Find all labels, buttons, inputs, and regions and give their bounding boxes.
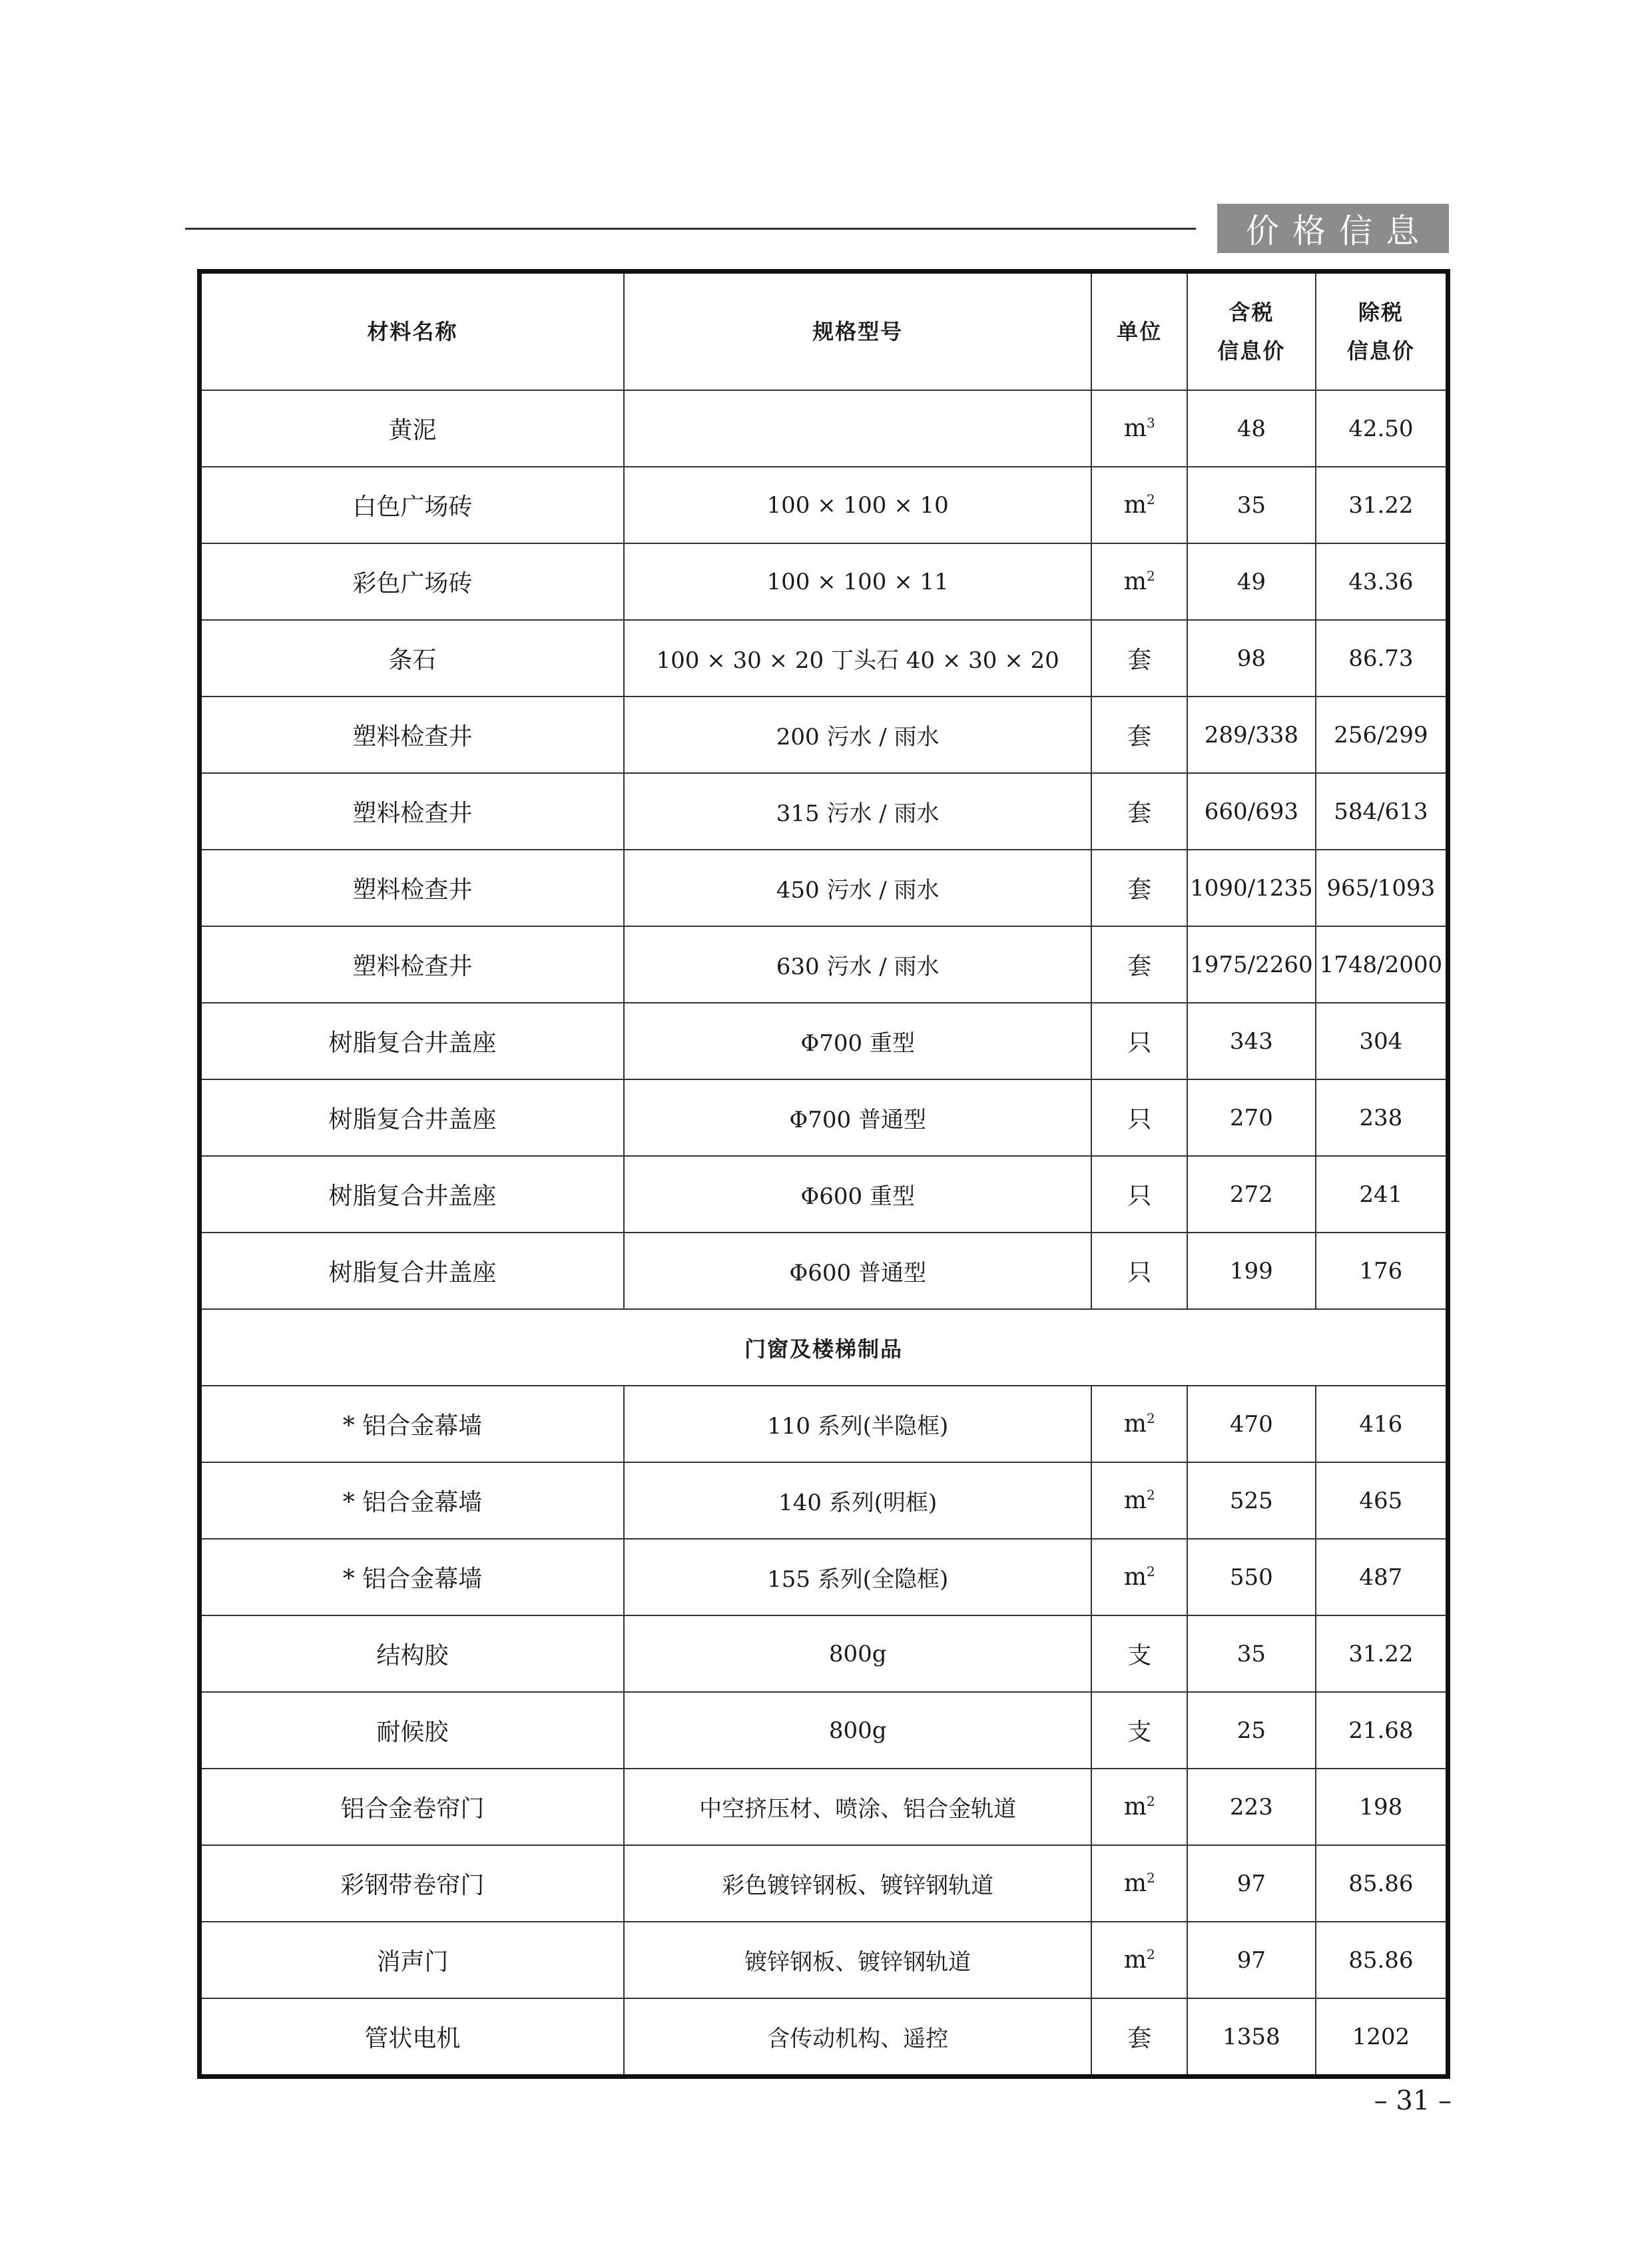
cell-price-incl-tax: 660/693: [1187, 773, 1316, 850]
table-row: [200, 467, 1448, 543]
unit-text: 支: [1127, 1642, 1152, 1669]
unit-text: 套: [1127, 953, 1152, 980]
unit-text: m: [1123, 1563, 1147, 1591]
cell-unit: [1091, 1615, 1187, 1692]
cell-price-excl-tax: 85.86: [1316, 1922, 1448, 1998]
cell-material-name: 白色广场砖: [200, 467, 624, 543]
cell-unit: [1091, 1692, 1187, 1769]
cell-material-name: 条石: [200, 620, 624, 697]
unit-text: m: [1123, 1793, 1147, 1821]
cell-price-incl-tax: 1975/2260: [1187, 926, 1316, 1003]
col-price-excl-tax-line1: 除税: [1358, 300, 1404, 325]
col-material-name: 材料名称: [200, 272, 624, 391]
cell-spec: 100 × 30 × 20 丁头石 40 × 30 × 20: [624, 620, 1092, 697]
cell-unit: [1091, 1998, 1187, 2077]
table-row: [200, 620, 1448, 697]
cell-material-name: * 铝合金幕墙: [200, 1386, 624, 1462]
cell-price-incl-tax: 97: [1187, 1845, 1316, 1922]
unit-text: 只: [1127, 1029, 1152, 1057]
price-table: [197, 269, 1450, 2079]
cell-unit: [1091, 1003, 1187, 1079]
col-unit: 单位: [1091, 272, 1187, 391]
cell-spec: Φ700 重型: [624, 1003, 1092, 1079]
cell-unit: [1091, 1233, 1187, 1309]
cell-spec: 110 系列(半隐框): [624, 1386, 1092, 1462]
col-price-incl-tax-line2: 信息价: [1217, 338, 1286, 364]
cell-material-name: 黄泥: [200, 390, 624, 467]
cell-spec: 镀锌钢板、镀锌钢轨道: [624, 1922, 1092, 1998]
cell-material-name: 耐候胶: [200, 1692, 624, 1769]
unit-text: m: [1123, 1946, 1147, 1974]
cell-unit: [1091, 1922, 1187, 1998]
cell-unit: [1091, 850, 1187, 926]
table-row: [200, 1845, 1448, 1922]
cell-spec: 800g: [624, 1692, 1092, 1769]
cell-unit: [1091, 697, 1187, 773]
cell-material-name: 彩色广场砖: [200, 543, 624, 620]
cell-price-incl-tax: 272: [1187, 1156, 1316, 1233]
cell-material-name: 塑料检查井: [200, 850, 624, 926]
cell-price-excl-tax: 1202: [1316, 1998, 1448, 2077]
cell-spec: 315 污水 / 雨水: [624, 773, 1092, 850]
col-price-incl-tax: [1187, 272, 1316, 391]
unit-exponent: 2: [1146, 1946, 1155, 1962]
cell-spec: 中空挤压材、喷涂、铝合金轨道: [624, 1769, 1092, 1845]
unit-text: m: [1123, 568, 1147, 595]
cell-material-name: 树脂复合井盖座: [200, 1156, 624, 1233]
cell-unit: [1091, 1386, 1187, 1462]
cell-unit: [1091, 543, 1187, 620]
cell-price-excl-tax: 43.36: [1316, 543, 1448, 620]
unit-exponent: 3: [1146, 415, 1155, 431]
table-row: [200, 1922, 1448, 1998]
section-title-cell: 门窗及楼梯制品: [200, 1309, 1448, 1386]
table-row: [200, 1998, 1448, 2077]
unit-text: 只: [1127, 1183, 1152, 1210]
cell-material-name: 结构胶: [200, 1615, 624, 1692]
unit-exponent: 2: [1146, 1410, 1155, 1426]
unit-text: m: [1123, 491, 1147, 519]
cell-price-excl-tax: 465: [1316, 1462, 1448, 1539]
table-row: [200, 1692, 1448, 1769]
cell-unit: [1091, 390, 1187, 467]
unit-text: 只: [1127, 1259, 1152, 1286]
unit-text: m: [1123, 1410, 1147, 1438]
table-row: [200, 1079, 1448, 1156]
cell-price-excl-tax: 256/299: [1316, 697, 1448, 773]
section-title-badge: [1217, 204, 1449, 253]
cell-unit: [1091, 773, 1187, 850]
cell-material-name: 塑料检查井: [200, 926, 624, 1003]
cell-material-name: 塑料检查井: [200, 773, 624, 850]
cell-spec: Φ600 普通型: [624, 1233, 1092, 1309]
cell-material-name: 彩钢带卷帘门: [200, 1845, 624, 1922]
cell-material-name: 塑料检查井: [200, 697, 624, 773]
cell-price-incl-tax: 343: [1187, 1003, 1316, 1079]
col-spec: 规格型号: [624, 272, 1092, 391]
cell-price-excl-tax: 1748/2000: [1316, 926, 1448, 1003]
unit-text: 套: [1127, 647, 1152, 674]
table-row: [200, 1769, 1448, 1845]
cell-spec: 200 污水 / 雨水: [624, 697, 1092, 773]
cell-price-incl-tax: 525: [1187, 1462, 1316, 1539]
unit-text: m: [1123, 415, 1147, 442]
cell-unit: [1091, 1769, 1187, 1845]
cell-spec: 100 × 100 × 11: [624, 543, 1092, 620]
cell-price-excl-tax: 304: [1316, 1003, 1448, 1079]
cell-price-incl-tax: 470: [1187, 1386, 1316, 1462]
table-row: [200, 773, 1448, 850]
cell-price-incl-tax: 550: [1187, 1539, 1316, 1615]
table-row: [200, 390, 1448, 467]
cell-spec: 含传动机构、遥控: [624, 1998, 1092, 2077]
unit-exponent: 2: [1146, 568, 1155, 584]
cell-spec: 100 × 100 × 10: [624, 467, 1092, 543]
table-row: [200, 543, 1448, 620]
cell-price-incl-tax: 35: [1187, 467, 1316, 543]
col-price-excl-tax-line2: 信息价: [1346, 338, 1415, 364]
cell-price-incl-tax: 25: [1187, 1692, 1316, 1769]
cell-price-excl-tax: 487: [1316, 1539, 1448, 1615]
cell-unit: [1091, 1845, 1187, 1922]
unit-exponent: 2: [1146, 1793, 1155, 1809]
unit-text: 套: [1127, 876, 1152, 904]
cell-material-name: * 铝合金幕墙: [200, 1539, 624, 1615]
cell-unit: [1091, 1079, 1187, 1156]
cell-price-incl-tax: 97: [1187, 1922, 1316, 1998]
table-row: [200, 1539, 1448, 1615]
cell-price-excl-tax: 86.73: [1316, 620, 1448, 697]
table-row: [200, 1156, 1448, 1233]
cell-spec: Φ700 普通型: [624, 1079, 1092, 1156]
cell-spec: Φ600 重型: [624, 1156, 1092, 1233]
cell-spec: 彩色镀锌钢板、镀锌钢轨道: [624, 1845, 1092, 1922]
header-row: [200, 272, 1448, 391]
cell-unit: [1091, 1156, 1187, 1233]
cell-spec: 450 污水 / 雨水: [624, 850, 1092, 926]
cell-spec: 630 污水 / 雨水: [624, 926, 1092, 1003]
unit-text: 套: [1127, 800, 1152, 827]
unit-text: 只: [1127, 1106, 1152, 1133]
cell-price-incl-tax: 49: [1187, 543, 1316, 620]
cell-price-incl-tax: 270: [1187, 1079, 1316, 1156]
cell-spec: [624, 390, 1092, 467]
cell-price-excl-tax: 198: [1316, 1769, 1448, 1845]
unit-exponent: 2: [1146, 1563, 1155, 1579]
cell-price-incl-tax: 48: [1187, 390, 1316, 467]
cell-material-name: 消声门: [200, 1922, 624, 1998]
table-row: [200, 1462, 1448, 1539]
table-header: [200, 272, 1448, 391]
unit-text: m: [1123, 1487, 1147, 1514]
unit-text: m: [1123, 1870, 1147, 1897]
cell-price-excl-tax: 42.50: [1316, 390, 1448, 467]
table-row: [200, 1386, 1448, 1462]
unit-exponent: 2: [1146, 1487, 1155, 1503]
cell-price-excl-tax: 965/1093: [1316, 850, 1448, 926]
table-row: [200, 697, 1448, 773]
unit-text: 支: [1127, 1719, 1152, 1746]
table-body: [200, 390, 1448, 2077]
unit-text: 套: [1127, 723, 1152, 750]
cell-price-excl-tax: 85.86: [1316, 1845, 1448, 1922]
unit-exponent: 2: [1146, 1870, 1155, 1886]
cell-material-name: 铝合金卷帘门: [200, 1769, 624, 1845]
cell-spec: 800g: [624, 1615, 1092, 1692]
cell-material-name: 管状电机: [200, 1998, 624, 2077]
unit-text: 套: [1127, 2025, 1152, 2052]
cell-unit: [1091, 1539, 1187, 1615]
cell-spec: 155 系列(全隐框): [624, 1539, 1092, 1615]
col-price-excl-tax: [1316, 272, 1448, 391]
cell-price-excl-tax: 238: [1316, 1079, 1448, 1156]
cell-material-name: 树脂复合井盖座: [200, 1003, 624, 1079]
table-row: [200, 1615, 1448, 1692]
page-number: – 31 –: [1374, 2086, 1452, 2116]
cell-unit: [1091, 620, 1187, 697]
table-row: [200, 1233, 1448, 1309]
section-row: [200, 1309, 1448, 1386]
cell-price-incl-tax: 1358: [1187, 1998, 1316, 2077]
table-row: [200, 850, 1448, 926]
cell-material-name: * 铝合金幕墙: [200, 1462, 624, 1539]
cell-material-name: 树脂复合井盖座: [200, 1079, 624, 1156]
cell-price-incl-tax: 223: [1187, 1769, 1316, 1845]
cell-price-excl-tax: 584/613: [1316, 773, 1448, 850]
section-title: 价格信息: [1246, 212, 1432, 250]
header-rule: [185, 228, 1196, 230]
cell-price-excl-tax: 31.22: [1316, 1615, 1448, 1692]
unit-exponent: 2: [1146, 491, 1155, 507]
cell-price-excl-tax: 416: [1316, 1386, 1448, 1462]
cell-material-name: 树脂复合井盖座: [200, 1233, 624, 1309]
cell-price-excl-tax: 21.68: [1316, 1692, 1448, 1769]
cell-price-incl-tax: 289/338: [1187, 697, 1316, 773]
cell-unit: [1091, 1462, 1187, 1539]
cell-price-incl-tax: 199: [1187, 1233, 1316, 1309]
table-row: [200, 926, 1448, 1003]
cell-price-incl-tax: 35: [1187, 1615, 1316, 1692]
cell-unit: [1091, 926, 1187, 1003]
table-row: [200, 1003, 1448, 1079]
col-price-incl-tax-line1: 含税: [1229, 300, 1274, 325]
cell-price-excl-tax: 31.22: [1316, 467, 1448, 543]
cell-price-excl-tax: 241: [1316, 1156, 1448, 1233]
cell-unit: [1091, 467, 1187, 543]
cell-price-excl-tax: 176: [1316, 1233, 1448, 1309]
cell-price-incl-tax: 1090/1235: [1187, 850, 1316, 926]
cell-price-incl-tax: 98: [1187, 620, 1316, 697]
cell-spec: 140 系列(明框): [624, 1462, 1092, 1539]
